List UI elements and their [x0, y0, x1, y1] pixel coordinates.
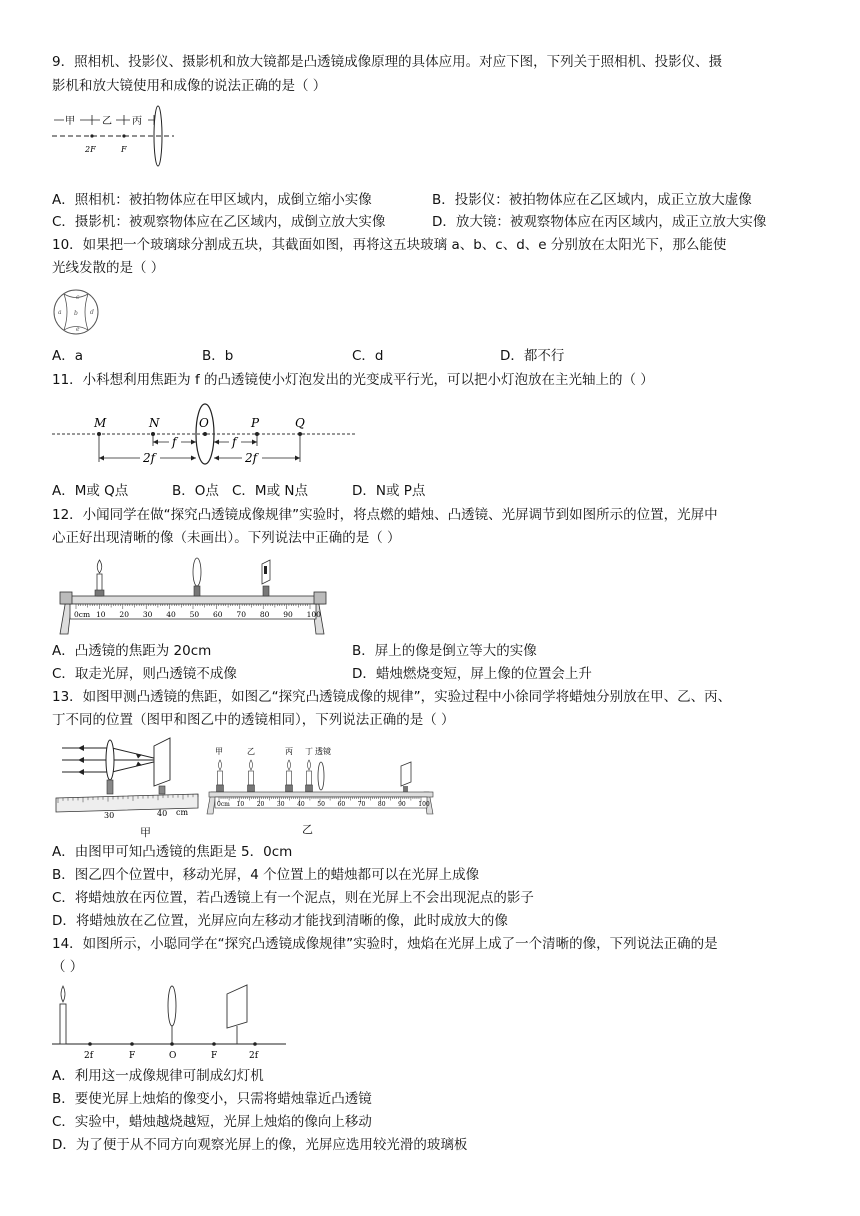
q13-fig-b-label-ding: 丁 — [305, 747, 313, 756]
q14-option-a: A．利用这一成像规律可制成幻灯机 — [52, 1068, 264, 1084]
q13-fig-b-candle-holder — [286, 785, 293, 792]
q13-fig-b-candle-holder — [217, 785, 224, 792]
q13-fig-a-tick-40: 40 — [157, 809, 168, 818]
q13-fig-b-candle-flame — [250, 760, 253, 770]
q14-fig-label-2f-right: 2f — [249, 1051, 259, 1061]
q10-option-d: D．都不行 — [500, 348, 565, 364]
q13-option-c: C．将蜡烛放在丙位置，若凸透镜上有一个泥点，则在光屏上不会出现泥点的影子 — [52, 890, 534, 906]
q12-ruler-tick-label: 70 — [236, 610, 246, 619]
q11-option-a: A．M或 Q点 — [52, 483, 129, 499]
q13-fig-b-ruler-tick-label: 10 — [236, 801, 245, 808]
q14-fig-label-2f-left: 2f — [84, 1051, 94, 1061]
q13-figure-b-candle-positions — [205, 744, 440, 820]
q13-fig-b-candle-body — [249, 771, 254, 785]
q13-stem-line1: 13．如图甲测凸透镜的焦距，如图乙“探究凸透镜成像的规律”，实验过程中小徐同学将蜡烛分别放在甲、乙、丙、 — [52, 689, 732, 705]
q9-option-d: D．放大镜：被观察物体应在丙区域内，成正立放大实像 — [432, 214, 767, 230]
q14-stem-line1: 14．如图所示，小聪同学在“探究凸透镜成像规律”实验时，烛焰在光屏上成了一个清晰的像，下列说法正确的是 — [52, 936, 718, 952]
q14-option-c: C．实验中，蜡烛越烧越短，光屏上烛焰的像向上移动 — [52, 1114, 372, 1130]
q13-fig-b-ruler-tick-label: 20 — [256, 801, 265, 808]
q10-glass-ball-figure — [52, 288, 102, 338]
q9-stem-line2: 影机和放大镜使用和成像的说法正确的是（ ） — [52, 78, 327, 94]
q10-fig-label-d: d — [90, 309, 94, 316]
q11-option-b: B．O点 — [172, 483, 219, 499]
q10-fig-label-a: a — [58, 309, 62, 316]
q12-ruler-tick-label: 40 — [166, 610, 176, 619]
q9-option-b: B．投影仪：被拍物体应在乙区域内，成正立放大虚像 — [432, 192, 752, 208]
q12-ruler-tick-label: 90 — [283, 610, 293, 619]
q13-fig-b-candle-holder — [248, 785, 255, 792]
q13-fig-a-caption: 甲 — [140, 826, 151, 839]
q12-stem-line1: 12．小闻同学在做“探究凸透镜成像规律”实验时，将点燃的蜡烛、凸透镜、光屏调节到如图所示的位置，光屏中 — [52, 507, 718, 523]
q11-stem-line1: 11．小科想利用焦距为 f 的凸透镜使小灯泡发出的光变成平行光，可以把小灯泡放在主光轴上的（ ） — [52, 372, 654, 388]
q9-stem-line1: 9．照相机、投影仪、摄影机和放大镜都是凸透镜成像原理的具体应用。对应下图，下列关于照相机、投影仪、摄 — [52, 54, 723, 70]
q13-fig-b-caption: 乙 — [302, 823, 313, 836]
q11-fig-label-n: N — [149, 416, 160, 430]
q13-fig-a-unit: cm — [176, 808, 189, 817]
q12-ruler-tick-label: 50 — [189, 610, 200, 619]
q9-fig-label-2f: 2F — [85, 145, 96, 154]
q13-option-a: A．由图甲可知凸透镜的焦距是 5．0cm — [52, 844, 293, 860]
q14-fig-label-f-right: F — [211, 1051, 218, 1061]
q12-ruler-tick-label: 100 — [306, 610, 321, 619]
q12-optical-bench-figure — [52, 556, 342, 638]
q12-ruler-tick-label: 60 — [213, 610, 223, 619]
q9-option-c: C．摄影机：被观察物体应在乙区域内，成倒立放大实像 — [52, 214, 386, 230]
q11-fig-label-2f-right: 2f — [245, 451, 258, 465]
q14-stem-line2: （ ） — [52, 959, 84, 975]
q9-fig-label-f: F — [121, 145, 127, 154]
q13-fig-b-ruler-tick-label: 90 — [398, 801, 406, 808]
q13-fig-b-ruler-tick-label: 60 — [337, 801, 346, 808]
q10-option-c: C．d — [352, 348, 384, 364]
q10-option-b: B．b — [202, 348, 234, 364]
q14-fig-label-f-left: F — [129, 1051, 136, 1061]
q12-ruler-tick-label: 10 — [96, 610, 106, 619]
q10-stem-line2: 光线发散的是（ ） — [52, 260, 165, 276]
q13-fig-b-ruler-tick-label: 80 — [377, 801, 386, 808]
q11-option-d: D．N或 P点 — [352, 483, 426, 499]
q13-fig-b-candle-flame — [288, 760, 291, 770]
q12-option-b: B．屏上的像是倒立等大的实像 — [352, 643, 537, 659]
q13-option-d: D．将蜡烛放在乙位置，光屏应向左移动才能找到清晰的像，此时成放大的像 — [52, 913, 508, 929]
q13-fig-b-ruler-tick-label: 30 — [276, 801, 285, 808]
q11-fig-label-2f-left: 2f — [143, 451, 156, 465]
q12-ruler-tick-label: 30 — [142, 610, 153, 619]
q10-stem-line1: 10．如果把一个玻璃球分割成五块，其截面如图，再将这五块玻璃 a、b、c、d、e 分别放在太阳光下，那么能使 — [52, 237, 727, 253]
q12-option-c: C．取走光屏，则凸透镜不成像 — [52, 666, 237, 682]
q13-fig-b-candle-flame — [308, 760, 311, 770]
q11-fig-label-q: Q — [295, 416, 305, 430]
q10-fig-label-b: b — [74, 310, 78, 317]
q13-figure-a-focal-length — [52, 736, 202, 828]
q9-fig-label-jia: 甲 — [65, 116, 75, 127]
q11-option-c: C．M或 N点 — [232, 483, 308, 499]
q13-fig-b-label-bing: 丙 — [285, 747, 293, 756]
q10-fig-label-c: c — [76, 294, 80, 301]
q13-fig-b-ruler-tick-label: 100 — [418, 801, 430, 808]
q12-ruler-tick-label: 80 — [259, 610, 270, 619]
q9-option-a: A．照相机：被拍物体应在甲区域内，成倒立缩小实像 — [52, 192, 372, 208]
q11-principal-axis-figure — [52, 412, 362, 478]
q14-bench-figure — [52, 982, 292, 1062]
q13-fig-b-candle-flame — [219, 760, 222, 770]
q13-fig-a-tick-30: 30 — [104, 811, 115, 820]
q13-fig-b-ruler-tick-label: 50 — [317, 801, 325, 808]
q13-fig-b-ruler-tick-label: 40 — [297, 801, 305, 808]
q13-fig-b-candle-body — [287, 771, 292, 785]
q14-option-d: D．为了便于从不同方向观察光屏上的像，光屏应选用较光滑的玻璃板 — [52, 1137, 468, 1153]
q13-fig-b-label-jia: 甲 — [215, 747, 223, 756]
q12-option-a: A．凸透镜的焦距为 20cm — [52, 643, 212, 659]
q9-fig-label-bing: 丙 — [132, 116, 142, 127]
q10-fig-label-e: e — [76, 326, 80, 333]
q14-option-b: B．要使光屏上烛焰的像变小，只需将蜡烛靠近凸透镜 — [52, 1091, 372, 1107]
q10-option-a: A．a — [52, 348, 84, 364]
q11-fig-label-m: M — [94, 416, 107, 430]
q13-fig-b-ruler-tick-label: 70 — [357, 801, 366, 808]
q11-fig-label-f-left: f — [172, 435, 177, 449]
q13-fig-b-candle-body — [307, 771, 312, 785]
q9-lens-regions-figure — [52, 110, 182, 180]
q13-fig-b-ruler-tick-label: 0cm — [217, 801, 230, 808]
q12-ruler-tick-label: 20 — [119, 610, 129, 619]
q13-fig-b-label-yi: 乙 — [247, 747, 255, 756]
q12-option-d: D．蜡烛燃烧变短，屏上像的位置会上升 — [352, 666, 592, 682]
q9-fig-label-yi: 乙 — [102, 116, 112, 127]
q11-fig-label-p: P — [251, 416, 260, 430]
q13-stem-line2: 丁不同的位置（图甲和图乙中的透镜相同），下列说法正确的是（ ） — [52, 712, 455, 728]
q13-fig-b-label-lens: 透镜 — [315, 747, 331, 756]
q13-option-b: B．图乙四个位置中，移动光屏，4 个位置上的蜡烛都可以在光屏上成像 — [52, 867, 480, 883]
q12-ruler-tick-label: 0cm — [74, 610, 91, 619]
q12-stem-line2: 心正好出现清晰的像（未画出）。下列说法中正确的是（ ） — [52, 530, 401, 546]
q11-fig-label-o: O — [199, 416, 209, 430]
q14-fig-label-o: O — [169, 1051, 177, 1061]
q13-fig-b-candle-body — [218, 771, 223, 785]
q13-fig-b-candle-holder — [306, 785, 313, 792]
q11-fig-label-f-right: f — [232, 435, 237, 449]
